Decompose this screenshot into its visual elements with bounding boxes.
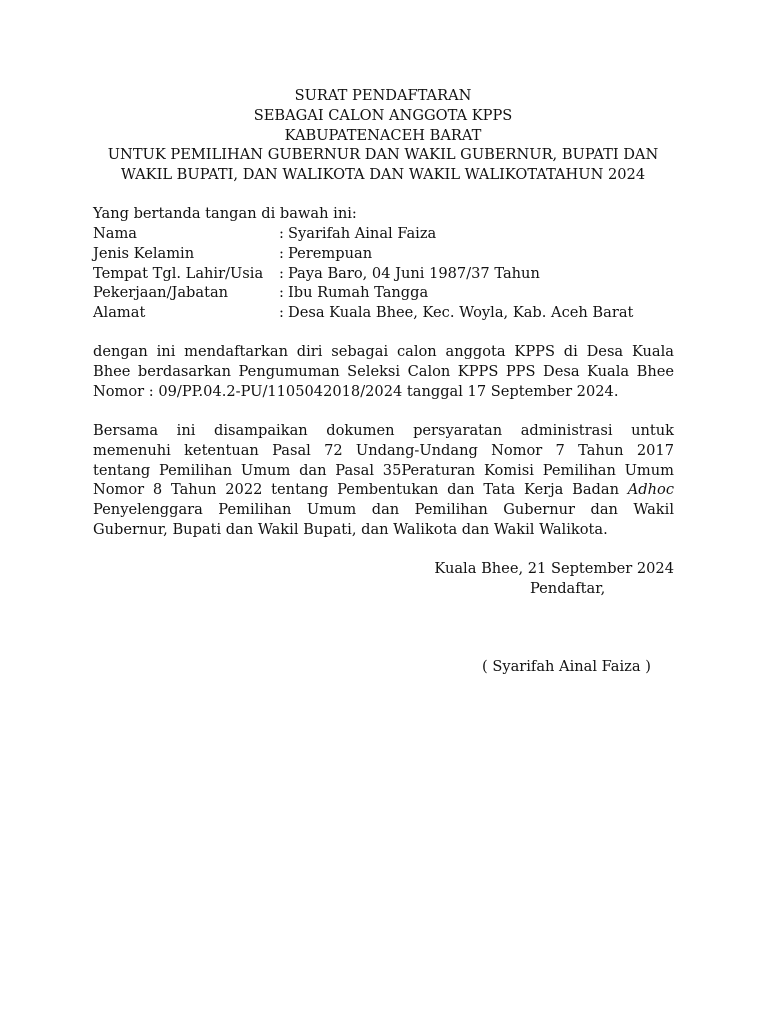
field-value-tempat-tgl-lahir: Paya Baro, 04 Juni 1987/37 Tahun bbox=[288, 264, 540, 282]
heading-line-5: WAKIL BUPATI, DAN WALIKOTA DAN WAKIL WALIKOTATAHUN 2024 bbox=[120, 166, 646, 184]
field-value-nama: Syarifah Ainal Faiza bbox=[288, 225, 437, 242]
paragraph-line: dengan ini mendaftarkan diri sebagai calon anggota KPPS di Desa Kuala bbox=[93, 343, 674, 360]
applicant-fields bbox=[93, 224, 633, 323]
paragraph-line: memenuhi ketentuan Pasal 72 Undang-Undang Nomor 7 Tahun 2017 bbox=[93, 441, 674, 459]
field-value-alamat: Desa Kuala Bhee, Kec. Woyla, Kab. Aceh Barat bbox=[288, 304, 634, 322]
registration-paragraph bbox=[93, 342, 674, 401]
field-label-alamat: Alamat bbox=[93, 304, 146, 322]
documents-paragraph bbox=[93, 421, 674, 540]
field-label-tempat-tgl-lahir: Tempat Tgl. Lahir/Usia bbox=[93, 264, 264, 282]
field-label-jenis-kelamin: Jenis Kelamin bbox=[93, 244, 195, 262]
heading-line-3: KABUPATENACEH BARAT bbox=[284, 126, 482, 144]
field-value-jenis-kelamin: Perempuan bbox=[288, 244, 373, 262]
signer-name: ( Syarifah Ainal Faiza ) bbox=[482, 658, 651, 675]
field-separator: : bbox=[279, 244, 284, 262]
paragraph-line: tentang Pemilihan Umum dan Pasal 35Peraturan Komisi Pemilihan Umum bbox=[93, 461, 674, 479]
field-row-pekerjaan bbox=[93, 283, 633, 303]
heading-line-4: UNTUK PEMILIHAN GUBERNUR DAN WAKIL GUBERNUR, BUPATI DAN bbox=[107, 146, 659, 164]
field-value-pekerjaan: Ibu Rumah Tangga bbox=[288, 284, 429, 302]
field-separator: : bbox=[279, 225, 284, 242]
paragraph-line bbox=[93, 480, 674, 500]
adhoc-italic-text: Adhoc bbox=[627, 481, 674, 499]
field-row-nama bbox=[93, 224, 633, 244]
paragraph-line: Nomor : 09/PP.04.2-PU/1105042018/2024 tanggal 17 September 2024. bbox=[93, 382, 619, 400]
document-heading bbox=[92, 86, 674, 185]
signer-role: Pendaftar, bbox=[530, 580, 606, 597]
field-separator: : bbox=[279, 264, 284, 282]
field-label-pekerjaan: Pekerjaan/Jabatan bbox=[93, 284, 229, 302]
field-label-nama: Nama bbox=[93, 225, 138, 242]
intro-text: Yang bertanda tangan di bawah ini: bbox=[93, 205, 357, 222]
field-row-tempat-tgl-lahir bbox=[93, 264, 633, 284]
field-row-jenis-kelamin bbox=[93, 244, 633, 264]
paragraph-line: Bhee berdasarkan Pengumuman Seleksi Calon KPPS PPS Desa Kuala Bhee bbox=[93, 362, 674, 380]
paragraph-line: Penyelenggara Pemilihan Umum dan Pemilihan Gubernur dan Wakil bbox=[93, 501, 674, 519]
heading-line-2: SEBAGAI CALON ANGGOTA KPPS bbox=[253, 106, 513, 124]
paragraph-line: Gubernur, Bupati dan Wakil Bupati, dan Walikota dan Wakil Walikota. bbox=[93, 520, 608, 538]
field-separator: : bbox=[279, 304, 284, 322]
paragraph-line: Bersama ini disampaikan dokumen persyaratan administrasi untuk bbox=[93, 422, 674, 439]
field-separator: : bbox=[279, 284, 284, 302]
paragraph-text: Nomor 8 Tahun 2022 tentang Pembentukan dan Tata Kerja Badan bbox=[93, 481, 628, 499]
heading-line-1: SURAT PENDAFTARAN bbox=[294, 87, 472, 104]
place-date: Kuala Bhee, 21 September 2024 bbox=[434, 560, 674, 577]
field-row-alamat bbox=[93, 303, 633, 323]
